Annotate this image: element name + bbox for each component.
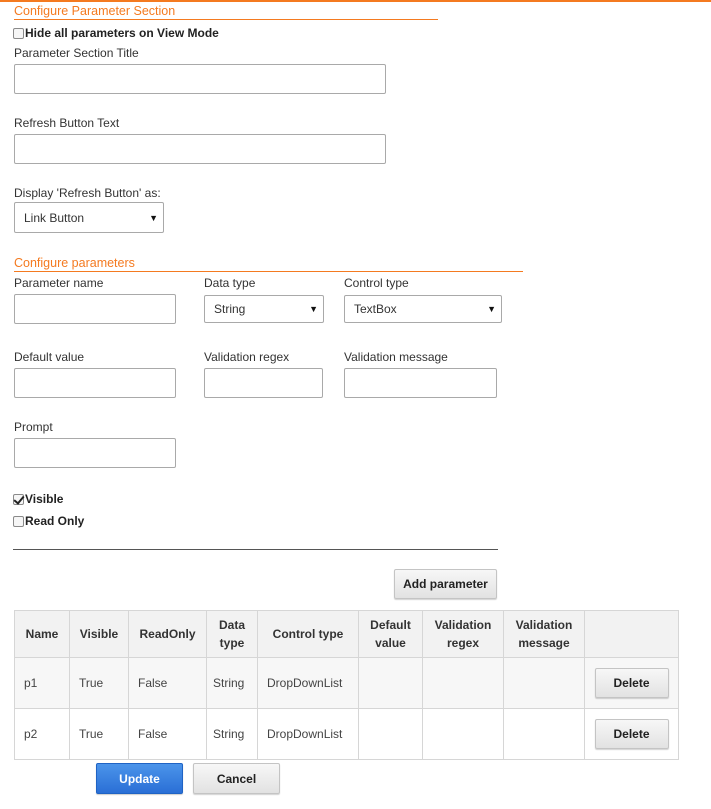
cell-control-type: DropDownList [258, 658, 359, 709]
section-title-configure-parameters: Configure parameters [14, 256, 135, 270]
visible-label: Visible [25, 492, 64, 506]
default-value-input[interactable] [14, 368, 176, 398]
column-header-validation-regex: Validation regex [423, 611, 504, 658]
prompt-label: Prompt [14, 420, 53, 434]
cell-visible: True [70, 658, 129, 709]
section-divider [14, 271, 523, 272]
visible-option[interactable] [13, 492, 63, 506]
cell-validation-regex [423, 709, 504, 760]
cell-data-type: String [207, 709, 258, 760]
cell-validation-message [504, 658, 585, 709]
form-divider [13, 549, 498, 550]
parameter-section-title-label: Parameter Section Title [14, 46, 139, 60]
column-header-readonly: ReadOnly [129, 611, 207, 658]
column-header-actions [585, 611, 679, 658]
add-parameter-button[interactable]: Add parameter [394, 569, 497, 599]
table-row [15, 658, 679, 709]
table-header-row [15, 611, 679, 658]
cell-default-value [359, 658, 423, 709]
validation-regex-label: Validation regex [204, 350, 290, 364]
cell-name: p1 [15, 658, 70, 709]
refresh-button-text-input[interactable] [14, 134, 386, 164]
control-type-value: TextBox [354, 302, 397, 316]
parameters-table [14, 610, 679, 760]
cell-data-type: String [207, 658, 258, 709]
dropdown-arrow-icon: ▼ [149, 212, 158, 223]
cell-default-value [359, 709, 423, 760]
cell-name: p2 [15, 709, 70, 760]
cell-readonly: False [129, 658, 207, 709]
read-only-option[interactable] [13, 514, 84, 528]
cell-validation-regex [423, 658, 504, 709]
delete-button[interactable]: Delete [595, 719, 669, 749]
visible-checkbox[interactable] [13, 494, 24, 505]
display-refresh-button-label: Display 'Refresh Button' as: [14, 186, 161, 200]
validation-message-input[interactable] [344, 368, 497, 398]
dropdown-arrow-icon: ▼ [487, 304, 496, 314]
default-value-label: Default value [14, 350, 85, 364]
parameter-name-label: Parameter name [14, 276, 104, 290]
column-header-default-value: Default value [359, 611, 423, 658]
data-type-value: String [214, 302, 246, 316]
column-header-validation-message: Validation message [504, 611, 585, 658]
read-only-checkbox[interactable] [13, 516, 24, 527]
hide-all-checkbox[interactable] [13, 28, 24, 39]
top-accent-bar [0, 0, 711, 2]
validation-message-label: Validation message [344, 350, 448, 364]
delete-button[interactable]: Delete [595, 668, 669, 698]
cell-readonly: False [129, 709, 207, 760]
control-type-label: Control type [344, 276, 409, 290]
column-header-data-type: Data type [207, 611, 258, 658]
parameter-name-input[interactable] [14, 294, 176, 324]
cell-action [585, 709, 679, 760]
data-type-select[interactable] [204, 295, 324, 323]
cell-control-type: DropDownList [258, 709, 359, 760]
cell-action [585, 658, 679, 709]
prompt-input[interactable] [14, 438, 176, 468]
data-type-label: Data type [204, 276, 256, 290]
control-type-select[interactable] [344, 295, 502, 323]
refresh-button-text-label: Refresh Button Text [14, 116, 120, 130]
cell-visible: True [70, 709, 129, 760]
read-only-label: Read Only [25, 514, 85, 528]
column-header-name: Name [15, 611, 70, 658]
dropdown-arrow-icon: ▼ [309, 304, 318, 314]
section-title-configure-parameter-section: Configure Parameter Section [14, 4, 176, 18]
parameter-section-title-input[interactable] [14, 64, 386, 94]
hide-all-label: Hide all parameters on View Mode [25, 26, 219, 40]
validation-regex-input[interactable] [204, 368, 323, 398]
display-refresh-button-select[interactable] [14, 202, 164, 233]
update-button[interactable]: Update [96, 763, 183, 794]
section-divider [14, 19, 438, 20]
column-header-visible: Visible [70, 611, 129, 658]
table-row [15, 709, 679, 760]
cancel-button[interactable]: Cancel [193, 763, 280, 794]
column-header-control-type: Control type [258, 611, 359, 658]
hide-all-parameters-option[interactable] [13, 26, 219, 40]
cell-validation-message [504, 709, 585, 760]
display-refresh-button-value: Link Button [24, 210, 85, 225]
